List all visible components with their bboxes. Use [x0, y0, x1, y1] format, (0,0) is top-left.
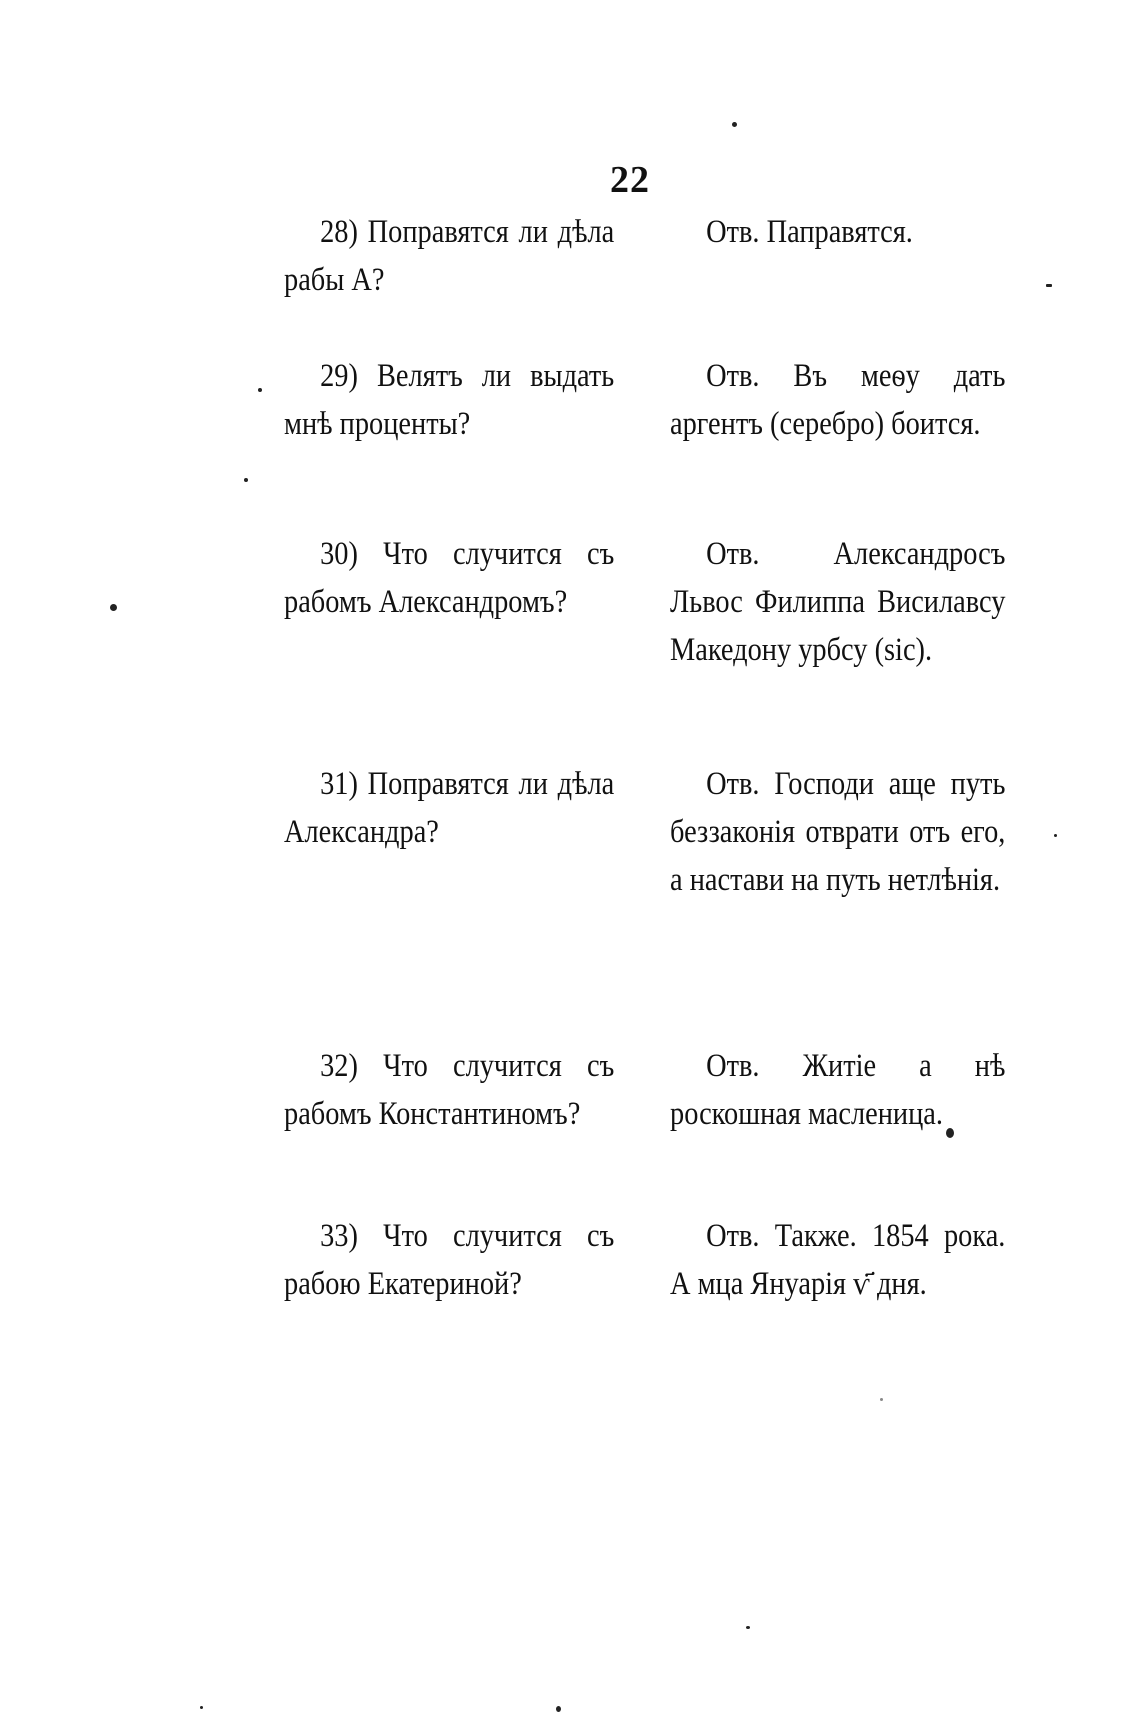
scan-speck: [1054, 834, 1057, 837]
scan-speck: [1046, 284, 1052, 287]
scan-speck: [746, 1626, 750, 1629]
scan-speck: [880, 1398, 883, 1401]
question-text: 28) Поправятся ли дѣла рабы А?: [284, 214, 615, 298]
scan-speck: [946, 1128, 954, 1138]
question-text: 29) Велятъ ли выдать мнѣ проценты?: [284, 358, 615, 442]
scan-speck: [258, 388, 262, 392]
answer-text: Отв. Александросъ Львос Филиппа Висилавсу Македону урбсу (sic).: [670, 536, 1006, 668]
scan-speck: [244, 478, 248, 482]
page-number: 22: [610, 159, 650, 201]
scan-speck: [200, 1706, 203, 1709]
scan-speck: [556, 1706, 561, 1712]
scan-speck: [110, 604, 117, 611]
answer-text: Отв. Въ меѳу дать аргентъ (серебро) боится.: [670, 358, 1006, 442]
answer-text: Отв. Житіе а нѣ роскошная масленица.: [670, 1048, 1006, 1132]
answer-text: Отв. Паправятся.: [706, 214, 913, 250]
answer-text: Отв. Господи аще путь беззаконія отврати отъ его, а настави на путь нетлѣнія.: [670, 766, 1006, 898]
question-text: 33) Что случится съ рабою Екатериной?: [284, 1218, 615, 1302]
question-text: 31) Поправятся ли дѣла Александра?: [284, 766, 615, 850]
answer-text: Отв. Также. 1854 рока. А мца Януарія ѵ҃ дня.: [670, 1218, 1006, 1302]
question-text: 30) Что случится съ рабомъ Александромъ?: [284, 536, 615, 620]
scan-speck: [732, 122, 737, 127]
question-text: 32) Что случится съ рабомъ Константиномъ?: [284, 1048, 615, 1132]
